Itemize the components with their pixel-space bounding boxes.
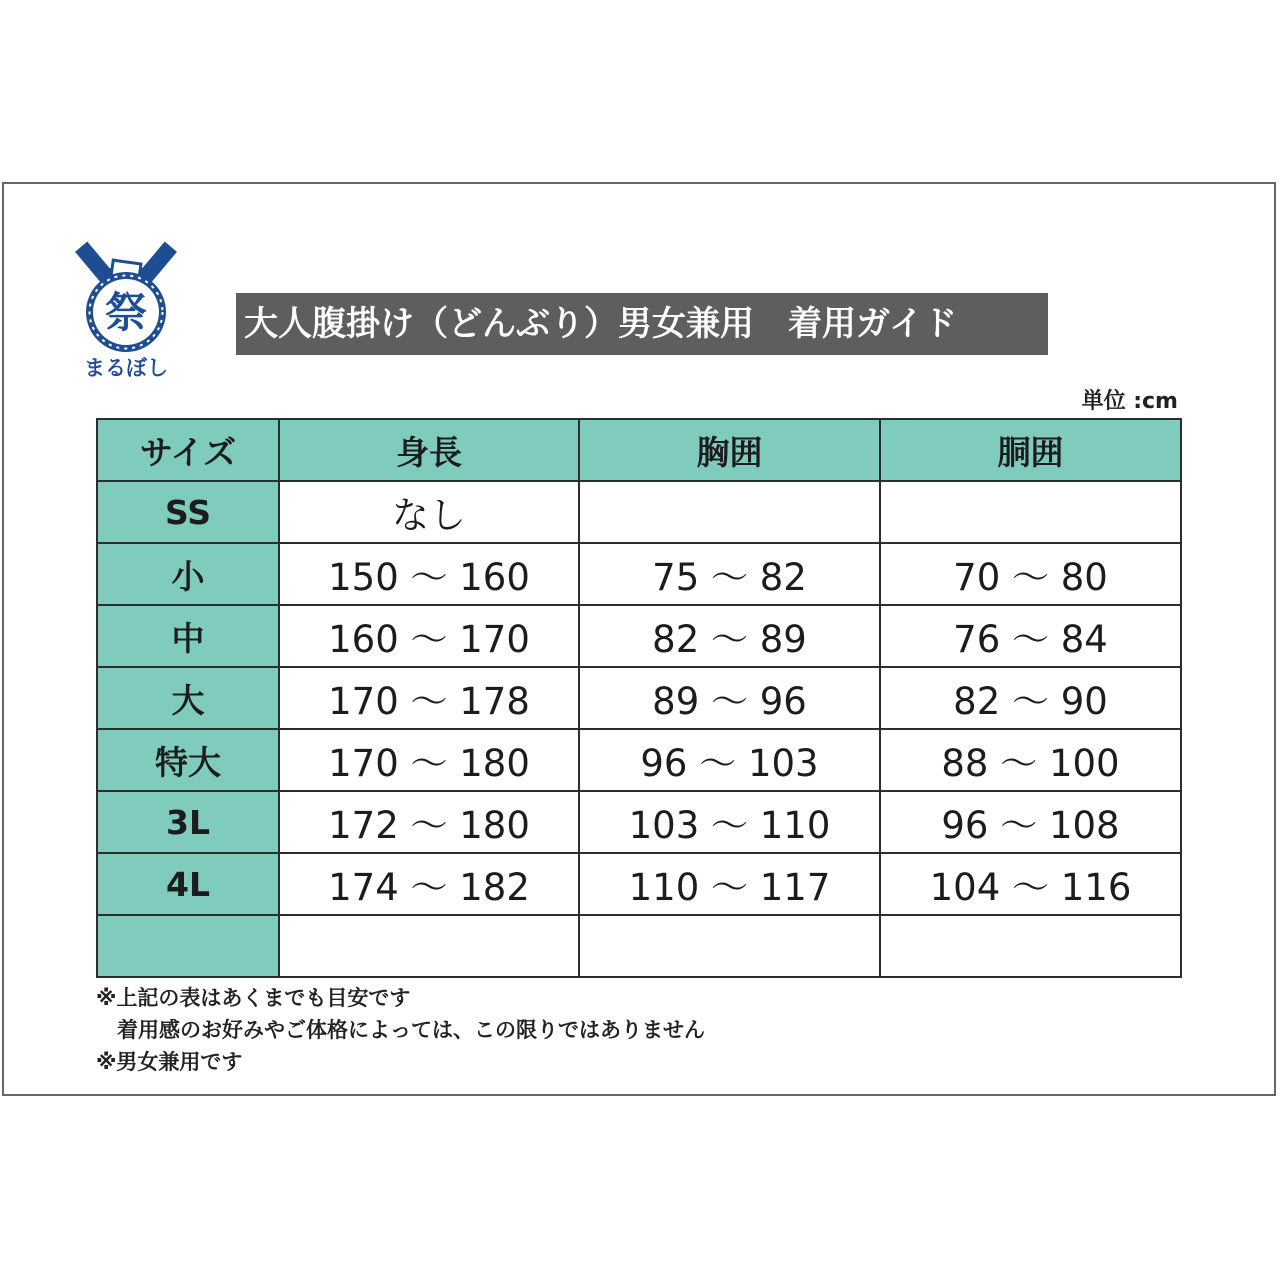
table-row xyxy=(97,481,1181,543)
chest-cell: 96 ～ 103 xyxy=(579,729,880,791)
height-cell: 160 ～ 170 xyxy=(279,605,579,667)
height-cell: 170 ～ 180 xyxy=(279,729,579,791)
note-line: ※上記の表はあくまでも目安です xyxy=(96,986,411,1010)
height-cell: 174 ～ 182 xyxy=(279,853,579,915)
waist-cell: 104 ～ 116 xyxy=(880,853,1181,915)
size-table xyxy=(96,418,1182,978)
waist-cell: 82 ～ 90 xyxy=(880,667,1181,729)
waist-cell: 76 ～ 84 xyxy=(880,605,1181,667)
header-waist: 胴囲 xyxy=(880,419,1181,481)
height-cell: 150 ～ 160 xyxy=(279,543,579,605)
chest-cell xyxy=(579,915,880,977)
table-row xyxy=(97,605,1181,667)
waist-cell xyxy=(880,915,1181,977)
logo-text: まるぼし xyxy=(84,356,168,380)
note-line: 着用感のお好みやご体格によっては、この限りではありません xyxy=(96,1018,705,1042)
chest-cell xyxy=(579,481,880,543)
table-row xyxy=(97,543,1181,605)
chest-cell: 103 ～ 110 xyxy=(579,791,880,853)
header-height: 身長 xyxy=(279,419,579,481)
table-row xyxy=(97,853,1181,915)
waist-cell: 96 ～ 108 xyxy=(880,791,1181,853)
chest-cell: 82 ～ 89 xyxy=(579,605,880,667)
size-cell: 大 xyxy=(97,667,279,729)
table-row xyxy=(97,729,1181,791)
size-cell: 4L xyxy=(97,853,279,915)
waist-cell: 70 ～ 80 xyxy=(880,543,1181,605)
size-cell: 3L xyxy=(97,791,279,853)
notes xyxy=(96,982,705,1078)
unit-label: 単位 :cm xyxy=(1081,389,1178,414)
logo-kanji: 祭 xyxy=(104,288,148,337)
height-cell: 170 ～ 178 xyxy=(279,667,579,729)
table-header-row xyxy=(97,419,1181,481)
table-row xyxy=(97,915,1181,977)
note-line: ※男女兼用です xyxy=(96,1050,243,1074)
size-cell: 小 xyxy=(97,543,279,605)
height-cell: なし xyxy=(279,481,579,543)
size-cell xyxy=(97,915,279,977)
waist-cell: 88 ～ 100 xyxy=(880,729,1181,791)
page-title: 大人腹掛け（どんぶり）男女兼用 着用ガイド xyxy=(236,293,1048,355)
chest-cell: 110 ～ 117 xyxy=(579,853,880,915)
header-size: サイズ xyxy=(97,419,279,481)
size-cell: 中 xyxy=(97,605,279,667)
height-cell xyxy=(279,915,579,977)
waist-cell xyxy=(880,481,1181,543)
chest-cell: 75 ～ 82 xyxy=(579,543,880,605)
chest-cell: 89 ～ 96 xyxy=(579,667,880,729)
table-row xyxy=(97,667,1181,729)
size-cell: 特大 xyxy=(97,729,279,791)
header-chest: 胸囲 xyxy=(579,419,880,481)
size-cell: SS xyxy=(97,481,279,543)
table-row xyxy=(97,791,1181,853)
height-cell: 172 ～ 180 xyxy=(279,791,579,853)
